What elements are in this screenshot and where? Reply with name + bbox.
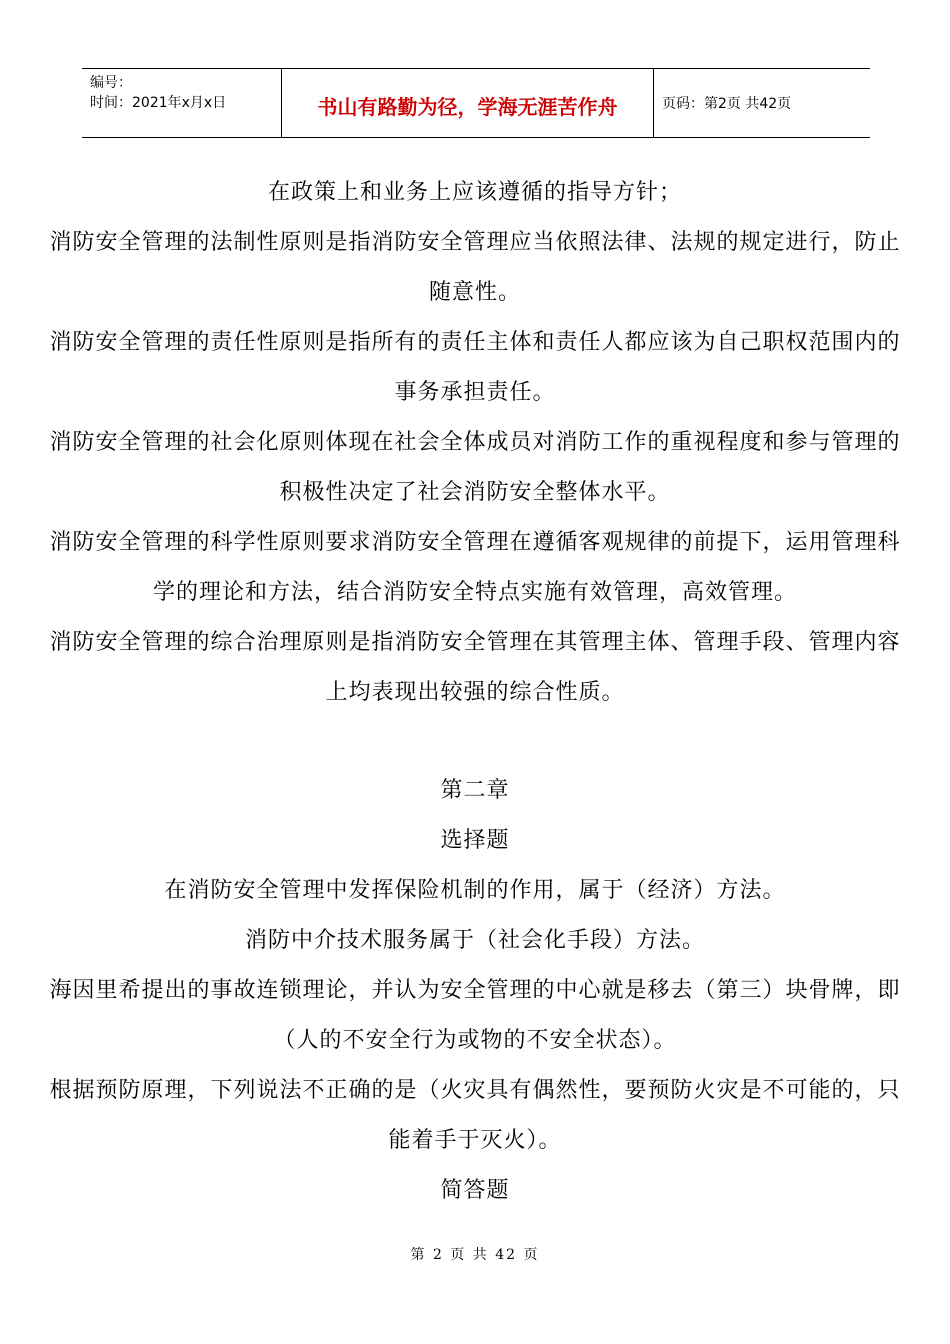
paragraph: 消防安全管理的法制性原则是指消防安全管理应当依照法律、法规的规定进行，防止随意性。: [49, 230, 901, 305]
header-page-info: 页码：第2页 共42页: [662, 96, 792, 112]
section-heading-short-answer: 简答题: [440, 1178, 510, 1203]
header-meta: [82, 69, 282, 137]
section-heading-choice: 选择题: [440, 828, 510, 853]
page-header: [82, 68, 870, 138]
document-number-label: 编号：: [90, 75, 132, 91]
paragraph: 消防安全管理的责任性原则是指所有的责任主体和责任人都应该为自己职权范围内的事务承担责任。: [49, 330, 901, 405]
header-motto: 书山有路勤为径，学海无涯苦作舟: [282, 69, 654, 137]
paragraph: 消防安全管理的科学性原则要求消防安全管理在遵循客观规律的前提下，运用管理科学的理论和方法，结合消防安全特点实施有效管理，高效管理。: [49, 530, 901, 605]
section-gap: [40, 718, 910, 766]
page-footer: 第 2 页 共 42 页: [410, 1247, 540, 1263]
paragraph: 消防安全管理的社会化原则体现在社会全体成员对消防工作的重视程度和参与管理的积极性决定了社会消防安全整体水平。: [49, 430, 901, 505]
paragraph: 海因里希提出的事故连锁理论，并认为安全管理的中心就是移去（第三）块骨牌，即（人的不安全行为或物的不安全状态）。: [49, 978, 901, 1053]
paragraph: 在消防安全管理中发挥保险机制的作用，属于（经济）方法。: [164, 878, 786, 903]
document-body: [40, 168, 910, 1216]
paragraph: 消防安全管理的综合治理原则是指消防安全管理在其管理主体、管理手段、管理内容上均表现出较强的综合性质。: [49, 630, 901, 705]
document-time-label: 时间：2021年x月x日: [90, 95, 227, 111]
paragraph: 根据预防原理，下列说法不正确的是（火灾具有偶然性，要预防火灾是不可能的，只能着手于灭火）。: [49, 1078, 901, 1153]
chapter-title: 第二章: [440, 778, 510, 803]
paragraph: 在政策上和业务上应该遵循的指导方针；: [267, 180, 682, 205]
paragraph: 消防中介技术服务属于（社会化手段）方法。: [244, 928, 705, 953]
